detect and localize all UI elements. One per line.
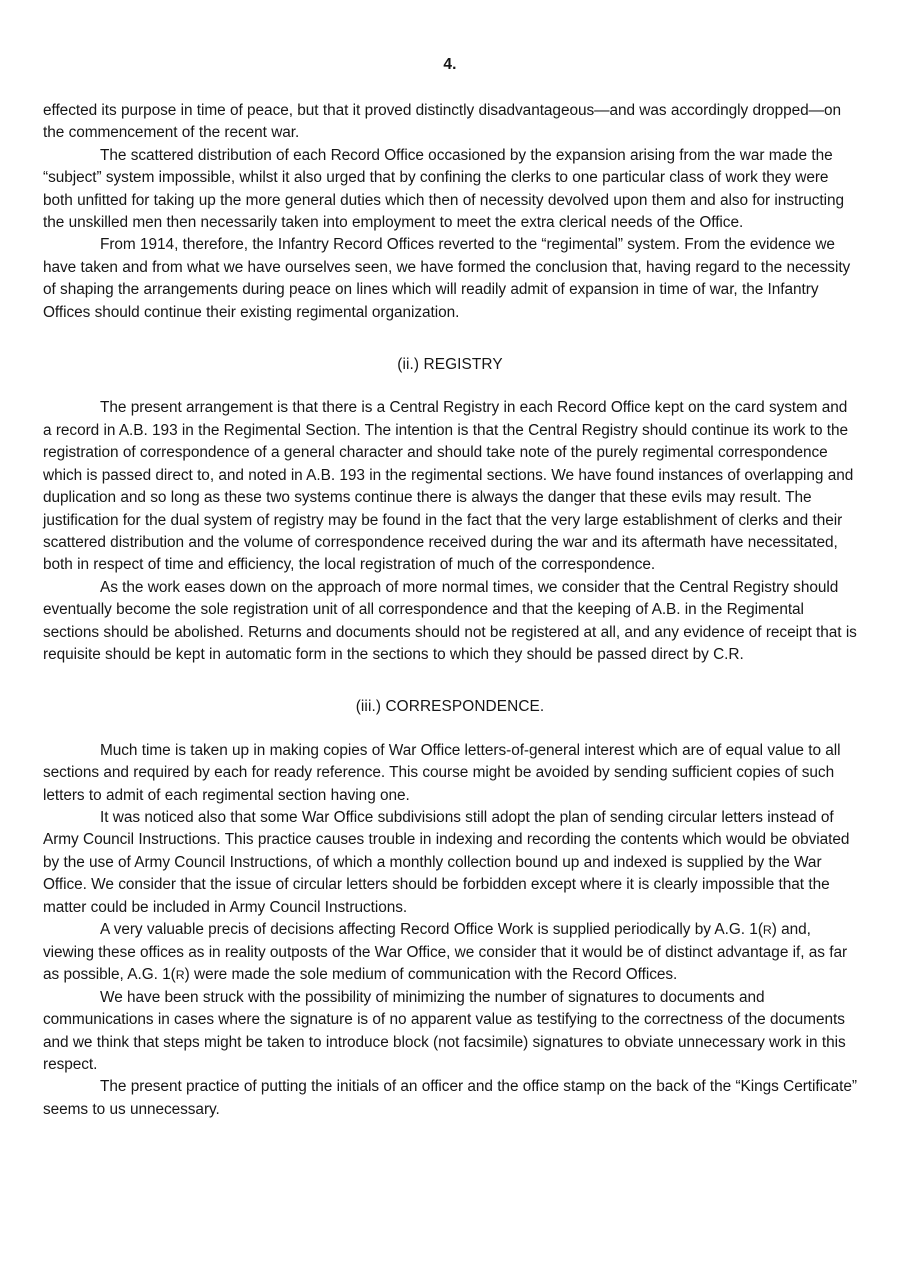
section-heading-correspondence: (iii.) CORRESPONDENCE. (355, 698, 545, 716)
paragraph-signatures: We have been struck with the possibility of minimizing the number of signatures to documents and communications in cases where the signature is of no apparent value as testifying to the correctness of the documents and we think that steps might be taken to introduce block (not facsimile) signatures to obviate unnecessary work in this respect. (43, 988, 846, 1073)
spacer-before-registry-heading (43, 324, 857, 354)
paragraph-much-time: Much time is taken up in making copies of War Office letters-of-general interest which are of equal value to all sections and required by each for ready reference. This course might be avoided by sending sufficient copies of such letters to admit of each regimental section having one. (43, 741, 841, 804)
spacer-after-registry-heading (43, 376, 857, 397)
paragraph-present-arrangement: The present arrangement is that there is a Central Registry in each Record Office kept on the card system and a record in A.B. 193 in the Regimental Section. The intention is that the Central Registry should continue its work to the registration of correspondence of a general character and should take note of the purely regimental correspondence which is passed direct to, and noted in A.B. 193 in the regimental sections. We have found instances of overlapping and duplication and so long as these two systems continue there is always the danger that these evils may result. The justification for the dual system of registry may be found in the fact that the very large establishment of clerks and their scattered distribution and the volume of correspondence received during the war and its aftermath have necessitated, both in respect of time and efficiency, the local registration of much of the correspondence. (43, 399, 854, 574)
document-body (43, 100, 857, 1121)
paragraph-precis-ag1r: A very valuable precis of decisions affecting Record Office Work is supplied periodically by A.G. 1(R) and, viewing these offices as in reality outposts of the War Office, we consider that it would be of distinct advantage if, as far as possible, A.G. 1(R) were made the sole medium of communication with the Record Offices. (43, 921, 848, 984)
small-caps-run: R (762, 923, 772, 937)
paragraph-circular-letters: It was noticed also that some War Office subdivisions still adopt the plan of sending circular letters instead of Army Council Instructions. This practice causes trouble in indexing and recording the contents which would be obviated by the use of Army Council Instructions, of which a monthly collection bound up and indexed is supplied by the War Office. We consider that the issue of circular letters should be forbidden except where it is clearly impossible that the matter could be included in Army Council Instructions. (43, 808, 850, 916)
section-heading-registry: (ii.) REGISTRY (397, 356, 503, 374)
paragraph-from-1914: From 1914, therefore, the Infantry Record Offices reverted to the “regimental” system. From the evidence we have taken and from what we have ourselves seen, we have formed the conclusion that, having regard to the necessity of shaping the arrangements during peace on lines which will readily admit of expansion in time of war, the Infantry Offices should continue their existing regimental organization. (43, 236, 851, 321)
spacer-before-correspondence-heading (43, 666, 857, 696)
paragraph-scattered-distribution: The scattered distribution of each Record Office occasioned by the expansion arising from the war made the “subject” system impossible, whilst it also urged that by confining the clerks to one particular class of work they were both unfitted for taking up the more general duties which then of necessity devolved upon them and also for instructing the unskilled men then necessarily taken into employment to meet the extra clerical needs of the Office. (43, 146, 845, 232)
paragraph-work-eases-down: As the work eases down on the approach of more normal times, we consider that the Central Registry should eventually become the sole registration unit of all correspondence and that the keeping of A.B. in the Regimental sections should be abolished. Returns and documents should not be registered at all, and any evidence of receipt that is requisite should be kept in automatic form in the sections to which they should be passed direct by C.R. (43, 578, 857, 663)
paragraph-kings-certificate: The present practice of putting the initials of an officer and the office stamp on the back of the “Kings Certificate” seems to us unnecessary. (43, 1078, 857, 1118)
paragraph-peace-dropped: effected its purpose in time of peace, but that it proved distinctly disadvantageous—and was accordingly dropped—on the commencement of the recent war. (43, 102, 841, 142)
small-caps-run: R (175, 968, 185, 983)
spacer-after-correspondence-heading (43, 719, 857, 740)
page-number: 4. (443, 56, 457, 73)
